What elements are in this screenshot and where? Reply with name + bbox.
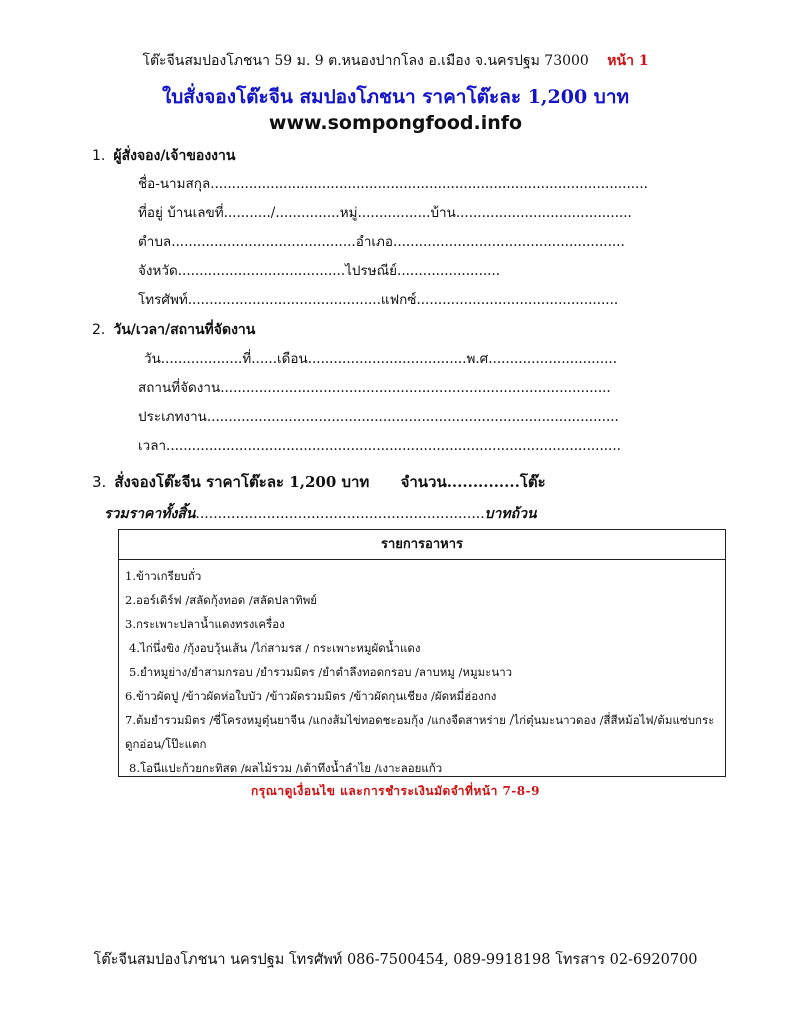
menu-item: 3.กระเพาะปลาน้ำแดงทรงเครื่อง — [125, 617, 285, 631]
subdistrict-field-line: ตำบล...........................................อำเภอ...................................................... — [138, 234, 625, 250]
page-number: หน้า 1 — [607, 53, 649, 69]
address-field-line: ที่อยู่ บ้านเลขที่.........../...............หมู่.................บ้าน......................................... — [138, 205, 632, 221]
section3-line — [92, 470, 546, 494]
menu-item: 1.ข้าวเกรียบถั่ว — [125, 569, 202, 583]
menu-table — [118, 529, 726, 777]
header-address: โต๊ะจีนสมปองโภชนา 59 ม. 9 ต.หนองปากโลง อ.เมือง จ.นครปฐม 73000 — [142, 53, 589, 69]
grand-total-line — [104, 503, 537, 525]
menu-item: 8.โอนีแปะก้วยกะทิสด /ผลไม้รวม /เต้าทึงน้ำลำไย /เงาะลอยแก้ว — [129, 761, 443, 775]
time-field-line: เวลา.......................................................................................................... — [138, 438, 621, 454]
grand-total-label: รวมราคาทั้งสิ้น — [104, 506, 196, 522]
page-header — [0, 50, 791, 72]
menu-heading: รายการอาหาร — [119, 530, 725, 560]
section3-number: 3. — [92, 473, 107, 491]
page-footer: โต๊ะจีนสมปองโภชนา นครปฐม โทรศัพท์ 086-7500454, 089-9918198 โทรสาร 02-6920700 — [93, 952, 698, 968]
website-url: www.sompongfood.info — [268, 112, 523, 134]
menu-item: 7.ต้มยำรวมมิตร /ซี่โครงหมูตุ๋นยาจีน /แกงส้มไข่ทอดชะอมกุ้ง /แกงจืดสาหร่าย /ไก่ตุ๋นมะนาวดอง /สี่สีหม้อไฟ/ต้มแซ่บกระดูกอ่อน/โป๊ะแตก — [125, 713, 715, 751]
section3-order-text: สั่งจองโต๊ะจีน ราคาโต๊ะละ 1,200 บาท — [114, 473, 370, 491]
venue-field-line: สถานที่จัดงาน........................................................................................... — [138, 380, 611, 396]
table-quantity-field: จำนวน..............โต๊ะ — [400, 473, 546, 491]
section2-title: วัน/เวลา/สถานที่จัดงาน — [113, 322, 256, 338]
menu-list — [119, 560, 725, 780]
document-title: ใบสั่งจองโต๊ะจีน สมปองโภชนา ราคาโต๊ะละ 1,200 บาท — [161, 86, 630, 108]
date-field-line: วัน...................ที่......เดือน.....................................พ.ศ.............................. — [144, 351, 617, 367]
menu-item: 2.ออร์เดิร์ฟ /สลัดกุ้งทอด /สลัดปลาทิพย์ — [125, 593, 318, 607]
grand-total-suffix: บาทถ้วน — [484, 506, 537, 522]
event-type-field-line: ประเภทงาน................................................................................................ — [138, 409, 619, 425]
section1-heading — [92, 145, 235, 167]
menu-item: 5.ยำหมูย่าง/ยำสามกรอบ /ยำรวมมิตร /ยำตำลึงทอดกรอบ /ลาบหมู /หมูมะนาว — [129, 665, 513, 679]
phone-field-line: โทรศัพท์.............................................แฟกซ์............................................... — [138, 292, 619, 308]
section1-number: 1. — [92, 148, 106, 164]
menu-item: 4.ไก่นึ่งขิง /กุ้งอบวุ้นเส้น /ไก่สามรส / กระเพาะหมูผัดน้ำแดง — [129, 641, 421, 655]
section1-title: ผู้สั่งจอง/เจ้าของงาน — [113, 148, 236, 164]
section2-number: 2. — [92, 322, 106, 338]
name-field-line: ชื่อ-นามสกุล...................................................................................................... — [138, 176, 648, 192]
payment-note: กรุณาดูเงื่อนไข และการชำระเงินมัดจำที่หน้า 7-8-9 — [250, 784, 540, 798]
province-field-line: จังหวัด.......................................ไปรษณีย์........................ — [138, 263, 501, 279]
grand-total-dots: ................................................................. — [195, 506, 485, 522]
section2-heading — [92, 319, 255, 341]
menu-item: 6.ข้าวผัดปู /ข้าวผัดห่อใบบัว /ข้าวผัดรวมมิตร /ข้าวผัดกุนเชียง /ผัดหมี่ฮ่องกง — [125, 689, 497, 703]
